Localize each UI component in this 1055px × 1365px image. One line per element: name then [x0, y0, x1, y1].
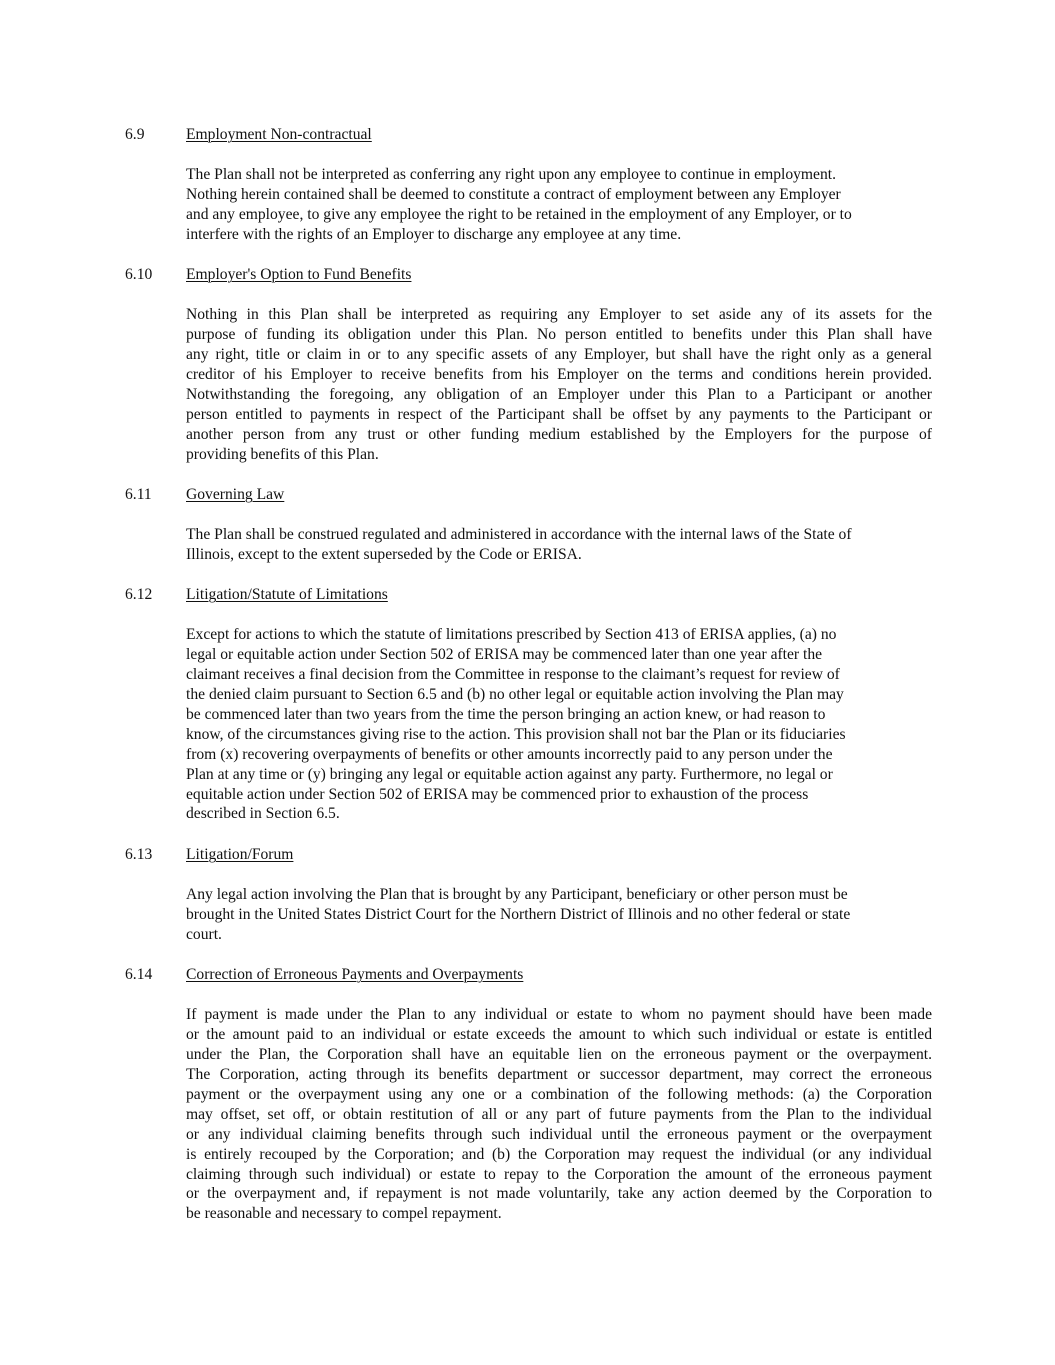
- section-number: 6.11: [125, 486, 152, 503]
- section-body: [186, 1005, 932, 1224]
- body-line: Illinois, except to the extent superseded by the Code or ERISA.: [186, 545, 582, 563]
- body-line: under the Plan, the Corporation shall have an equitable lien on the erroneous payment or the overpayment.: [186, 1045, 932, 1063]
- body-line: interfere with the rights of an Employer to discharge any employee at any time.: [186, 225, 682, 243]
- body-line: court.: [186, 925, 222, 943]
- body-line: Notwithstanding the foregoing, any obligation of an Employer under this Plan to a Participant or another: [186, 385, 932, 403]
- body-line: equitable action under Section 502 of ERISA may be commenced prior to exhaustion of the process: [186, 785, 809, 803]
- body-line: from (x) recovering overpayments of benefits or other amounts incorrectly paid to any person under the: [186, 745, 833, 763]
- section-body: [186, 885, 932, 945]
- body-line: The Plan shall be construed regulated and administered in accordance with the internal laws of the State of: [186, 526, 852, 543]
- body-line: or any individual claiming benefits through such individual until the erroneous payment or the overpayment: [186, 1125, 932, 1143]
- section-number: 6.9: [125, 126, 145, 143]
- section-title: Governing Law: [186, 486, 285, 503]
- body-line: The Corporation, acting through its benefits department or successor department, may correct the erroneous: [186, 1065, 932, 1083]
- body-line: Any legal action involving the Plan that is brought by any Participant, beneficiary or other person must be: [186, 886, 848, 903]
- section-title: Employer's Option to Fund Benefits: [186, 266, 412, 283]
- body-line: or the overpayment and, if repayment is not made voluntarily, take any action deemed by the Corporation to: [186, 1185, 932, 1203]
- body-line: or the amount paid to an individual or estate exceeds the amount to which such individual or estate is entitled: [186, 1025, 932, 1043]
- section-body: [186, 305, 932, 465]
- section-title: Employment Non-contractual: [186, 126, 372, 143]
- section-number: 6.12: [125, 586, 153, 603]
- section-number: 6.13: [125, 846, 153, 863]
- body-line: The Plan shall not be interpreted as conferring any right upon any employee to continue in employment.: [186, 166, 836, 183]
- section-number: 6.14: [125, 966, 153, 983]
- body-line: be reasonable and necessary to compel repayment.: [186, 1205, 502, 1223]
- body-line: brought in the United States District Court for the Northern District of Illinois and no other federal or state: [186, 905, 851, 923]
- body-line: is entirely recouped by the Corporation; and (b) the Corporation may request the individual (or any individual: [186, 1145, 932, 1163]
- body-line: another person from any trust or other funding medium established by the Employers for the purpose of: [186, 425, 932, 443]
- body-line: payment or the overpayment using any one or a combination of the following methods: (a) the Corporation: [186, 1085, 932, 1103]
- section-title: Litigation/Forum: [186, 846, 294, 863]
- section-body: [186, 525, 932, 565]
- section-number: 6.10: [125, 266, 153, 283]
- section-title: Correction of Erroneous Payments and Overpayments: [186, 966, 524, 983]
- body-line: If payment is made under the Plan to any individual or estate to whom no payment should have been made: [186, 1006, 932, 1023]
- section-body: [186, 625, 932, 824]
- body-line: creditor of his Employer to receive benefits from his Employer on the terms and conditions herein provided.: [186, 365, 932, 383]
- body-line: Except for actions to which the statute of limitations prescribed by Section 413 of ERISA applies, (a) no: [186, 626, 837, 643]
- body-line: Nothing herein contained shall be deemed to constitute a contract of employment between any Employer: [186, 185, 841, 203]
- body-line: any right, title or claim in or to any specific assets of any Employer, but shall have the right only as a general: [186, 345, 932, 363]
- body-line: legal or equitable action under Section 502 of ERISA may be commenced later than one year after the: [186, 645, 823, 663]
- body-line: purpose of funding its obligation under this Plan. No person entitled to benefits under this Plan shall have: [186, 325, 932, 343]
- body-line: claiming through such individual) or estate to repay to the Corporation the amount of the erroneous payment: [186, 1165, 932, 1183]
- body-line: described in Section 6.5.: [186, 805, 340, 823]
- body-line: person entitled to payments in respect of the Participant shall be offset by any payments to the Participant or: [186, 405, 932, 423]
- body-line: and any employee, to give any employee the right to be retained in the employment of any Employer, or to: [186, 205, 852, 223]
- body-line: claimant receives a final decision from the Committee in response to the claimant’s request for review of: [186, 665, 840, 683]
- body-line: the denied claim pursuant to Section 6.5 and (b) no other legal or equitable action involving the Plan may: [186, 685, 844, 703]
- body-line: Nothing in this Plan shall be interpreted as requiring any Employer to set aside any of its assets for the: [186, 306, 932, 323]
- body-line: may offset, set off, or obtain restitution of all or any part of future payments from the Plan to the individual: [186, 1105, 932, 1123]
- body-line: know, of the circumstances giving rise to the action. This provision shall not bar the Plan or its fiduciaries: [186, 725, 846, 743]
- section-body: [186, 165, 932, 245]
- body-line: Plan at any time or (y) bringing any legal or equitable action against any party. Furthermore, no legal or: [186, 765, 833, 783]
- section-title: Litigation/Statute of Limitations: [186, 586, 388, 603]
- body-line: providing benefits of this Plan.: [186, 445, 379, 463]
- body-line: be commenced later than two years from the time the person bringing an action knew, or had reason to: [186, 705, 826, 723]
